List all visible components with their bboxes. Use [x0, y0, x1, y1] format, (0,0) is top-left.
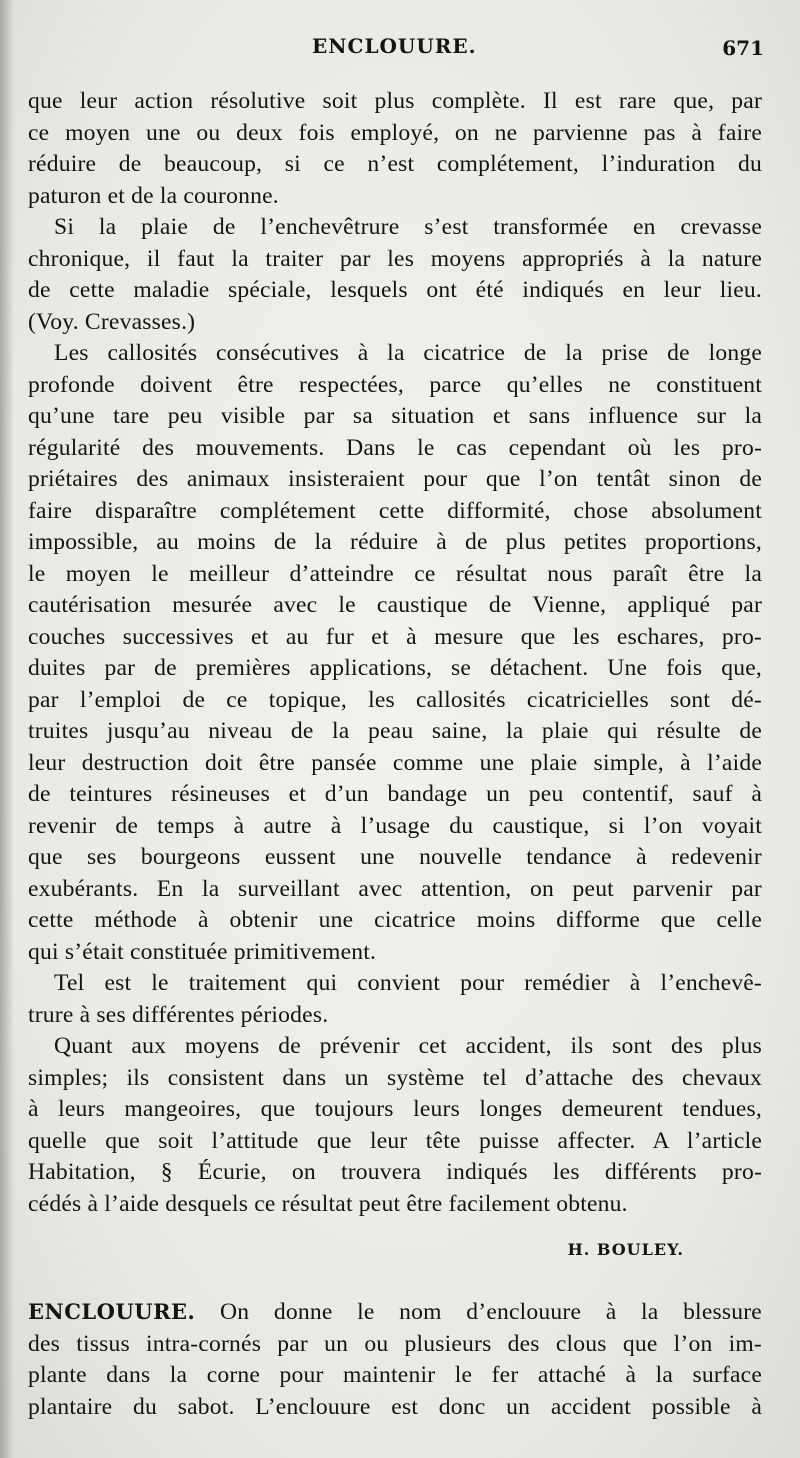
text-line: cédés à l’aide desquels ce résultat peut être facilement obtenu. [28, 1190, 628, 1217]
text-line: couches successives et au fur et à mesure que les eschares, pro- [28, 623, 762, 650]
text-line: leur destruction doit être pansée comme une plaie simple, à l’aide [28, 749, 762, 776]
text-line: profonde doivent être respectées, parce qu’elles ne constituent [28, 371, 762, 398]
text-line: cette méthode à obtenir une cicatrice moins difforme que celle [28, 907, 762, 933]
text-line: que leur action résolutive soit plus complète. Il est rare que, par [28, 88, 762, 114]
text-line: Si la plaie de l’enchevêtrure s’est transformée en crevasse [54, 214, 762, 240]
paragraph-1 [28, 86, 762, 212]
text-line: quelle que soit l’attitude que leur tête puisse affecter. A l’article [28, 1127, 762, 1154]
text-line: priétaires des animaux insisteraient pour que l’on tentât sinon de [28, 466, 762, 492]
text-line: revenir de temps à autre à l’usage du caustique, si l’on voyait [28, 812, 762, 839]
text-line: cautérisation mesurée avec le caustique de Vienne, appliqué par [28, 592, 762, 618]
text-line: paturon et de la couronne. [28, 182, 279, 209]
body-text [28, 86, 762, 1220]
text-line: On donne le nom d’enclouure à la blessure [219, 1299, 762, 1325]
text-line: (Voy. Crevasses.) [28, 308, 196, 335]
text-line: régularité des mouvements. Dans le cas cependant où les pro- [28, 434, 762, 461]
text-line: à leurs mangeoires, que toujours leurs longes demeurent tendues, [28, 1096, 762, 1122]
running-head-title: ENCLOUURE. [312, 34, 477, 58]
text-line: exubérants. En la surveillant avec attention, on peut parvenir par [28, 875, 762, 902]
text-line: qui s’était constituée primitivement. [28, 938, 377, 965]
text-line: Les callosités consécutives à la cicatrice de la prise de longe [54, 340, 762, 366]
text-line: qu’une tare peu visible par sa situation et sans influence sur la [28, 403, 762, 429]
text-line: faire disparaître complétement cette difformité, chose absolument [28, 497, 762, 524]
text-line: Habitation, § Écurie, on trouvera indiqués les différents pro- [28, 1159, 762, 1185]
entry-enclouure [28, 1296, 762, 1423]
text-line: truites jusqu’au niveau de la peau saine, la plaie qui résulte de [28, 718, 762, 744]
text-line: le moyen le meilleur d’atteindre ce résultat nous paraît être la [28, 560, 762, 587]
text-line: plantaire du sabot. L’enclouure est donc un accident possible à [28, 1393, 762, 1420]
entry-headword: ENCLOUURE. [28, 1299, 196, 1324]
text-line: Quant aux moyens de prévenir cet accident, ils sont des plus [54, 1033, 762, 1059]
text-line: par l’emploi de ce topique, les callosités cicatricielles sont dé- [28, 686, 762, 713]
text-line: simples; ils consistent dans un système tel d’attache des chevaux [28, 1064, 762, 1091]
paragraph-5 [28, 1031, 762, 1220]
text-line: que ses bourgeons eussent une nouvelle tendance à redevenir [28, 844, 762, 870]
text-line: Tel est le traitement qui convient pour remédier à l’enchevê- [54, 970, 762, 996]
author-signature: H. BOULEY. [567, 1240, 684, 1259]
text-line: duites par de premières applications, se détachent. Une fois que, [28, 655, 762, 681]
text-line: ce moyen une ou deux fois employé, on ne parvienne pas à faire [28, 119, 762, 146]
text-line: réduire de beaucoup, si ce n’est complétement, l’induration du [28, 151, 762, 177]
text-line: plante dans la corne pour maintenir le fer attaché à la surface [28, 1362, 762, 1388]
paragraph-3 [28, 338, 762, 968]
paragraph-4 [28, 968, 762, 1031]
gutter-shadow [0, 0, 14, 1458]
text-line: chronique, il faut la traiter par les moyens appropriés à la nature [28, 245, 762, 272]
paragraph-2 [28, 212, 762, 338]
text-line: impossible, au moins de la réduire à de plus petites proportions, [28, 529, 762, 555]
text-line: de cette maladie spéciale, lesquels ont été indiqués en leur lieu. [28, 277, 762, 303]
text-line: trure à ses différentes périodes. [28, 1001, 329, 1028]
text-line: des tissus intra-cornés par un ou plusieurs des clous que l’on im- [28, 1330, 762, 1357]
text-line: de teintures résineuses et d’un bandage un peu contentif, sauf à [28, 781, 762, 807]
page-number: 671 [722, 36, 764, 60]
entry-first-line [28, 1296, 762, 1329]
running-head [0, 30, 800, 66]
